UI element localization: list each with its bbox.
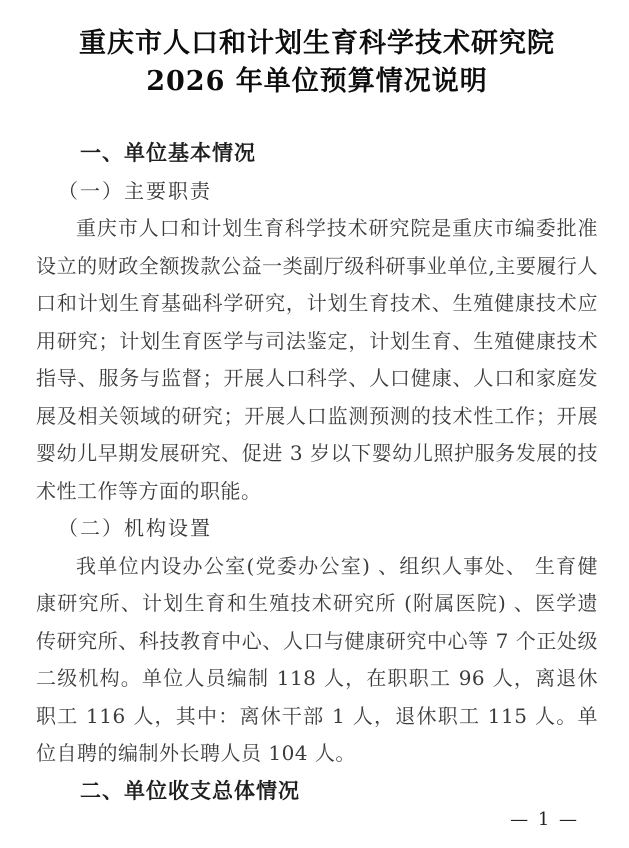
page-number: — 1 — <box>510 809 579 830</box>
subsection-1-1-heading: （一）主要职责 <box>58 178 212 203</box>
subsection-1-2-heading: （二）机构设置 <box>58 516 212 540</box>
document-title <box>36 25 598 101</box>
title-line-1: 重庆市人口和计划生育科学技术研究院 <box>79 28 555 59</box>
section-1-heading: 一、单位基本情况 <box>80 141 256 165</box>
section-2-heading: 二、单位收支总体情况 <box>80 778 300 803</box>
paragraph-main-duties: 重庆市人口和计划生育科学技术研究院是重庆市编委批准设立的财政全额拨款公益一类副厅级科研事业单位,主要履行人口和计划生育基础科学研究，计划生育技术、生殖健康技术应用研究；计划生育医学与司法鉴定，计划生育、生殖健康技术指导、服务与监督；开展人口科学、人口健康、人口和家庭发展及相关领域的研究；开展人口监测预测的技术性工作；开展婴幼儿早期发展研究、促进 3 岁以下婴幼儿照护服务发展的技术性工作等方面的职能。 <box>36 216 598 503</box>
paragraph-org-setup: 我单位内设办公室(党委办公室) 、组织人事处、 生育健康研究所、计划生育和生殖技术研究所 (附属医院) 、医学遗传研究所、科技教育中心、人口与健康研究中心等 7 个正处级二级机构。单位人员编制 118 人，在职职工 96 人，离退休职工 116 人，其中：离休干部 1 人，退休职工 115 人。单位自聘的编制外长聘人员 104 人。 <box>36 553 598 765</box>
title-line-2: 2026 年单位预算情况说明 <box>146 66 488 97</box>
